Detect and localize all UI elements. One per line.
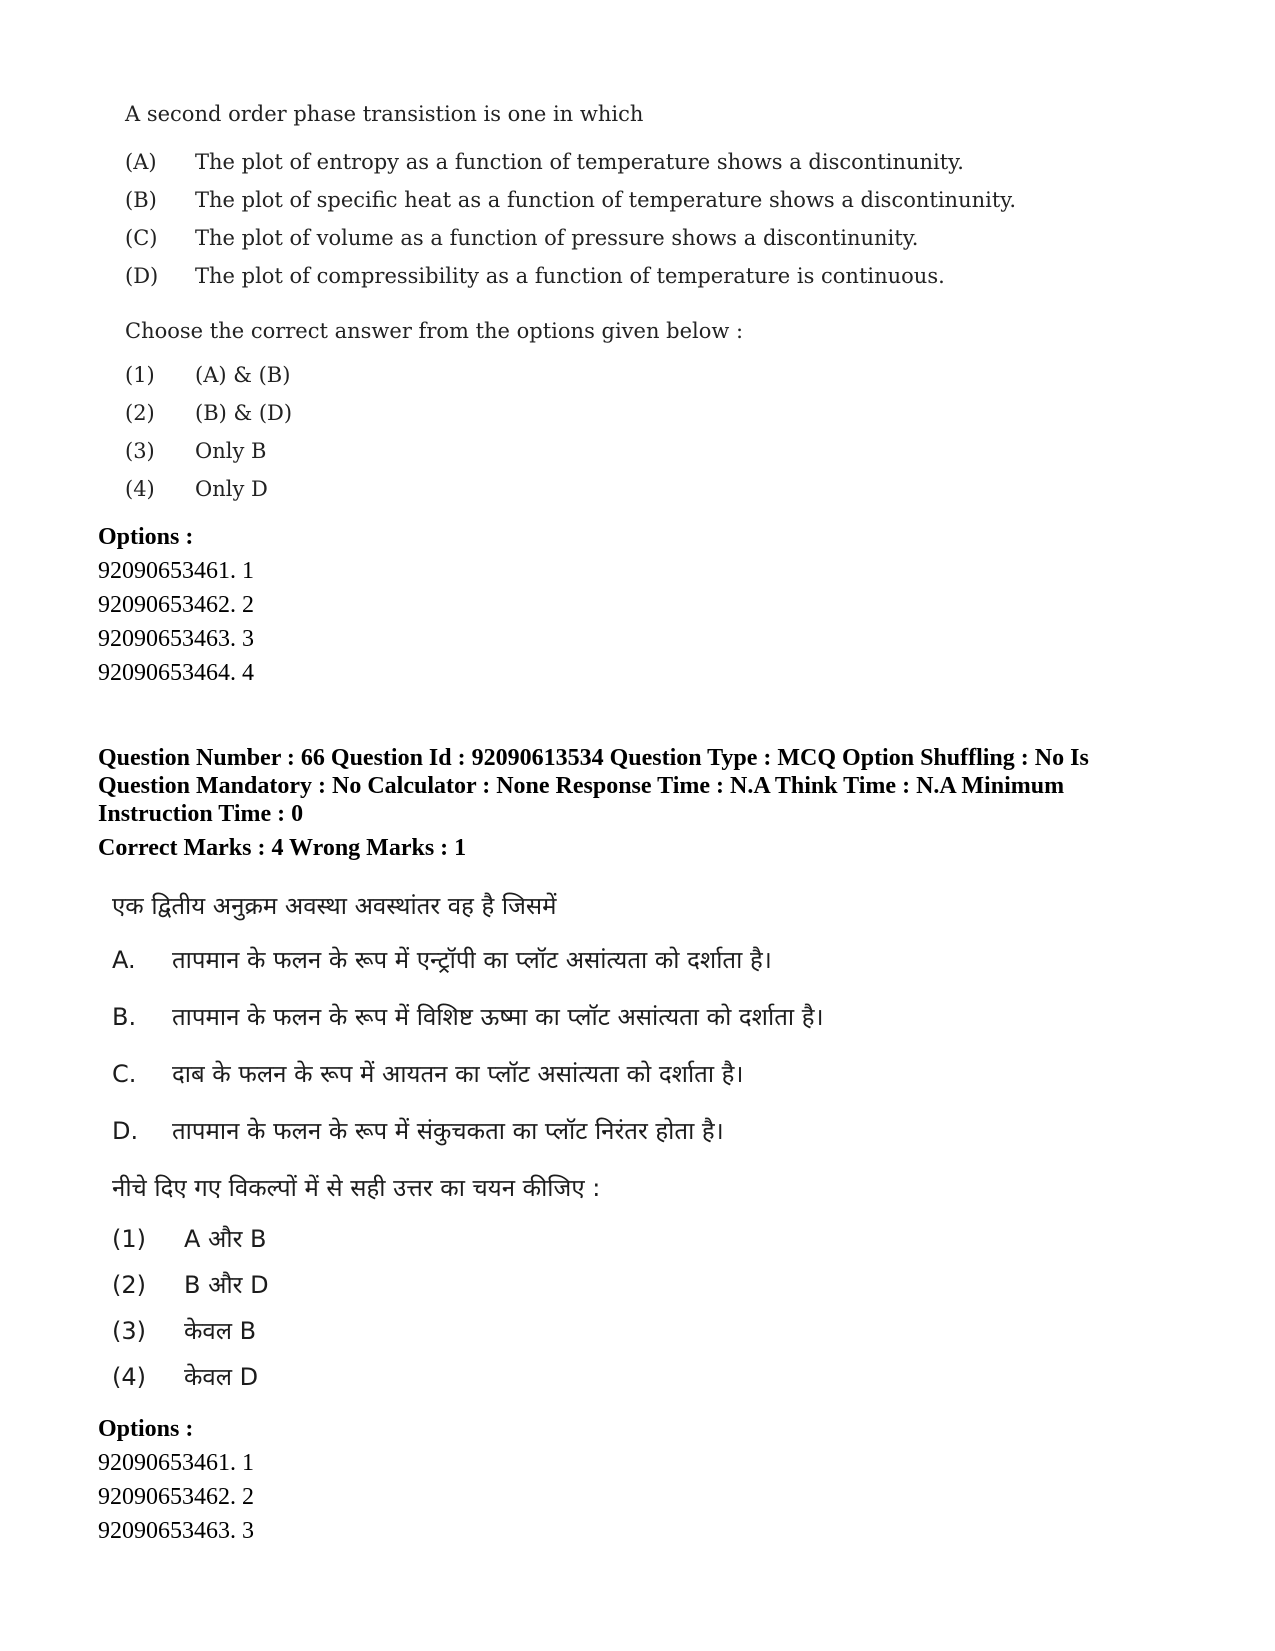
answer-key: (1) xyxy=(125,363,155,387)
answer-row xyxy=(125,432,1125,470)
option-item: 92090653463. 3 xyxy=(98,626,254,652)
option-item: 92090653461. 1 xyxy=(98,558,254,584)
hindi-question xyxy=(112,880,1162,1400)
statement-row xyxy=(125,143,1125,181)
answer-text: केवल D xyxy=(184,1363,259,1391)
question-meta xyxy=(98,744,1178,862)
question-stem: A second order phase transistion is one in which xyxy=(125,102,644,126)
statement-row xyxy=(112,1103,1162,1160)
statement-text: The plot of entropy as a function of temperature shows a discontinunity. xyxy=(195,150,964,174)
option-item: 92090653462. 2 xyxy=(98,592,254,618)
answer-row xyxy=(125,470,1125,508)
options-list xyxy=(98,520,998,690)
answer-row xyxy=(112,1216,1162,1262)
answer-instruction: नीचे दिए गए विकल्पों में से सही उत्तर का चयन कीजिए : xyxy=(112,1174,601,1202)
statement-key: (B) xyxy=(125,188,157,212)
statement-row xyxy=(125,181,1125,219)
statement-text: तापमान के फलन के रूप में संकुचकता का प्लॉट निरंतर होता है। xyxy=(172,1117,724,1145)
statement-text: The plot of specific heat as a function of temperature shows a discontinunity. xyxy=(195,188,1017,212)
answer-row xyxy=(125,356,1125,394)
meta-line: Question Number : 66 Question Id : 92090613534 Question Type : MCQ Option Shuffling : No Is xyxy=(98,745,1089,771)
answer-key: (2) xyxy=(112,1271,146,1299)
statement-row xyxy=(112,1046,1162,1103)
answer-row xyxy=(112,1308,1162,1354)
statement-text: तापमान के फलन के रूप में एन्ट्रॉपी का प्लॉट असांत्यता को दर्शाता है। xyxy=(172,946,772,974)
answer-row xyxy=(112,1262,1162,1308)
statement-text: दाब के फलन के रूप में आयतन का प्लॉट असांत्यता को दर्शाता है। xyxy=(172,1060,744,1088)
answer-text: केवल B xyxy=(184,1317,257,1345)
statement-key: D. xyxy=(112,1117,139,1145)
meta-line: Instruction Time : 0 xyxy=(98,801,304,827)
answer-key: (3) xyxy=(112,1317,146,1345)
statement-row xyxy=(112,932,1162,989)
answer-key: (2) xyxy=(125,401,155,425)
question-stem: एक द्वितीय अनुक्रम अवस्था अवस्थांतर वह है जिसमें xyxy=(112,892,557,920)
answer-text: A और B xyxy=(184,1225,267,1253)
answer-row xyxy=(125,394,1125,432)
answer-text: (A) & (B) xyxy=(195,363,291,387)
statement-key: (A) xyxy=(125,150,157,174)
meta-line: Question Mandatory : No Calculator : None Response Time : N.A Think Time : N.A Minimum xyxy=(98,773,1065,799)
statement-row xyxy=(112,989,1162,1046)
option-item: 92090653461. 1 xyxy=(98,1450,254,1476)
answer-instruction: Choose the correct answer from the options given below : xyxy=(125,319,744,343)
marks-line: Correct Marks : 4 Wrong Marks : 1 xyxy=(98,835,467,861)
answer-text: Only B xyxy=(195,439,267,463)
answer-key: (4) xyxy=(125,477,155,501)
answer-key: (4) xyxy=(112,1363,146,1391)
statement-row xyxy=(125,219,1125,257)
answer-text: Only D xyxy=(195,477,268,501)
statement-text: The plot of compressibility as a function of temperature is continuous. xyxy=(195,264,945,288)
option-item: 92090653462. 2 xyxy=(98,1484,254,1510)
statement-row xyxy=(125,257,1125,295)
answer-key: (1) xyxy=(112,1225,146,1253)
options-list xyxy=(98,1412,998,1548)
statement-key: (D) xyxy=(125,264,159,288)
option-item: 92090653464. 4 xyxy=(98,660,254,686)
options-heading: Options : xyxy=(98,524,194,550)
statement-key: A. xyxy=(112,946,136,974)
statement-text: The plot of volume as a function of pressure shows a discontinunity. xyxy=(195,226,919,250)
option-item: 92090653463. 3 xyxy=(98,1518,254,1544)
options-heading: Options : xyxy=(98,1416,194,1442)
statement-key: (C) xyxy=(125,226,158,250)
answer-text: B और D xyxy=(184,1271,269,1299)
statement-key: B. xyxy=(112,1003,137,1031)
statement-text: तापमान के फलन के रूप में विशिष्ट ऊष्मा का प्लॉट असांत्यता को दर्शाता है। xyxy=(172,1003,824,1031)
statement-key: C. xyxy=(112,1060,137,1088)
answer-row xyxy=(112,1354,1162,1400)
answer-text: (B) & (D) xyxy=(195,401,293,425)
english-question xyxy=(125,96,1125,508)
answer-key: (3) xyxy=(125,439,155,463)
